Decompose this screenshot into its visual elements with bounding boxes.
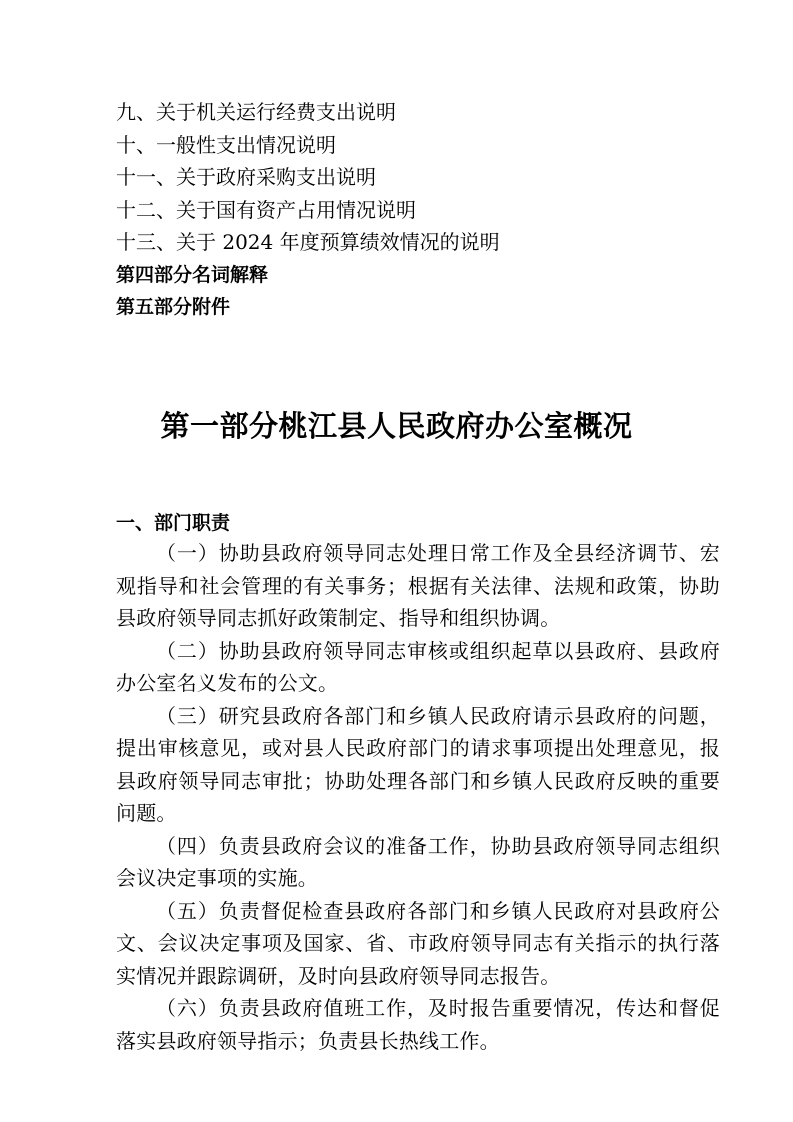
toc-item: 十三、关于 2024 年度预算绩效情况的说明	[116, 230, 500, 254]
duty-paragraph: （三）研究县政府各部门和乡镇人民政府请示县政府的问题，提出审核意见，或对县人民政府部门的请求事项提出处理意见，报县政府领导同志审批；协助处理各部门和乡镇人民政府反映的重要问题。	[116, 703, 720, 825]
chapter-title: 第一部分桃江县人民政府办公室概况	[160, 409, 633, 443]
table-of-contents	[116, 96, 736, 324]
duty-paragraph: （四）负责县政府会议的准备工作，协助县政府领导同志组织会议决定事项的实施。	[116, 833, 720, 890]
toc-part-heading: 第四部分名词解释	[116, 263, 269, 286]
section-heading: 一、部门职责	[116, 512, 231, 534]
duty-paragraph: （一）协助县政府领导同志处理日常工作及全县经济调节、宏观指导和社会管理的有关事务；根据有关法律、法规和政策，协助县政府领导同志抓好政策制定、指导和组织协调。	[116, 541, 720, 630]
toc-item: 九、关于机关运行经费支出说明	[116, 100, 396, 124]
toc-item: 十二、关于国有资产占用情况说明	[116, 197, 416, 222]
duty-paragraph: （六）负责县政府值班工作，及时报告重要情况，传达和督促落实县政府领导指示；负责县长热线工作。	[116, 996, 720, 1053]
section-body	[116, 537, 720, 1057]
toc-item: 十、一般性支出情况说明	[116, 132, 336, 157]
toc-part-heading: 第五部分附件	[116, 296, 231, 318]
toc-item: 十一、关于政府采购支出说明	[116, 165, 376, 189]
duty-paragraph: （二）协助县政府领导同志审核或组织起草以县政府、县政府办公室名义发布的公文。	[116, 638, 720, 695]
duty-paragraph: （五）负责督促检查县政府各部门和乡镇人民政府对县政府公文、会议决定事项及国家、省、市政府领导同志有关指示的执行落实情况并跟踪调研，及时向县政府领导同志报告。	[116, 898, 720, 988]
